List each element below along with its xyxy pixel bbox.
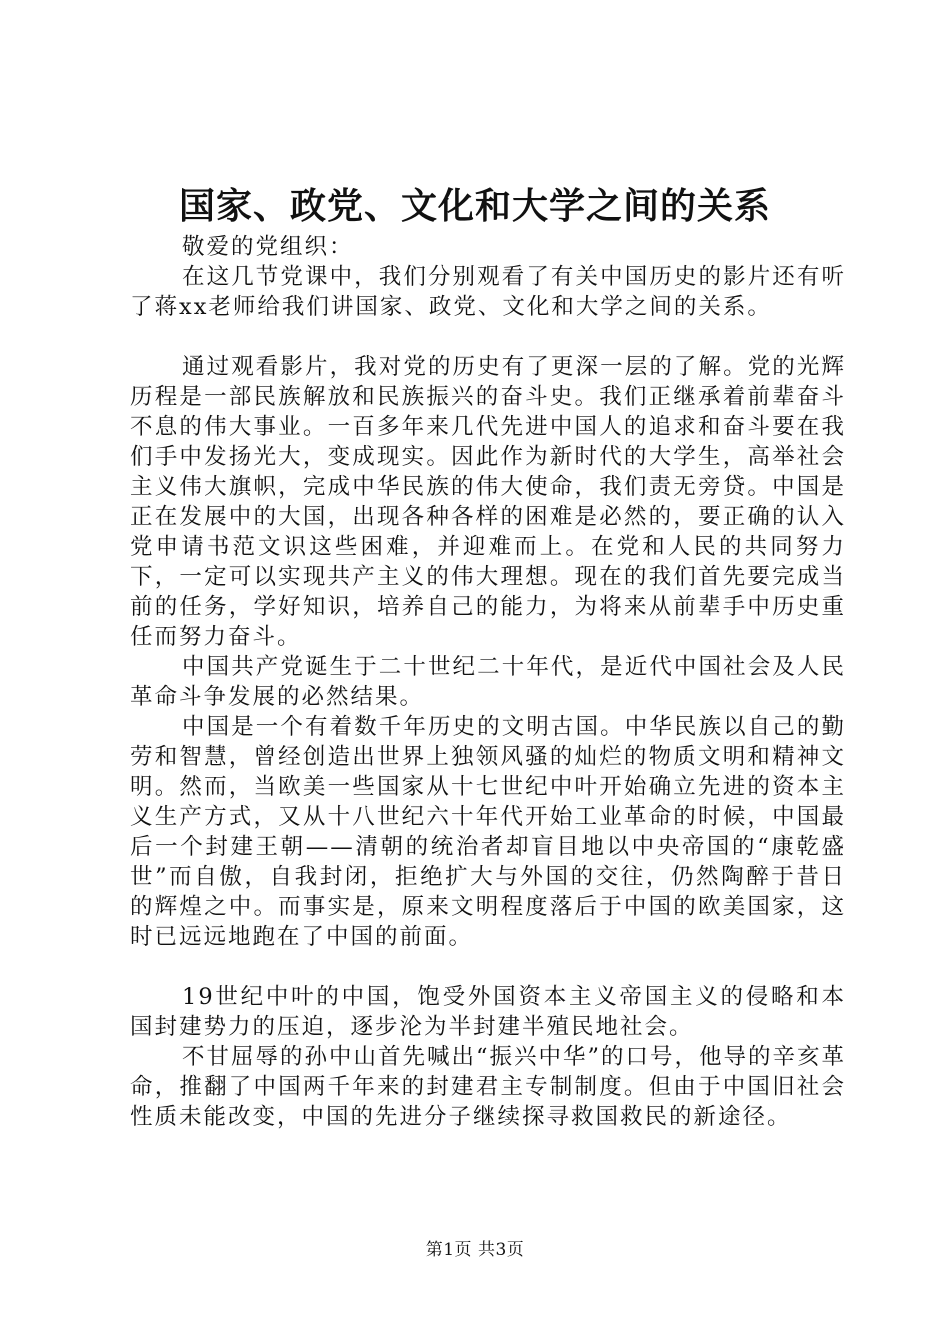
paragraph-2: 通过观看影片，我对党的历史有了更深一层的了解。党的光辉历程是一部民族解放和民族振兴的奋斗史。我们正继承着前辈奋斗不息的伟大事业。一百多年来几代先进中国人的追求和奋斗要在我们手中发扬光大，变成现实。因此作为新时代的大学生，高举社会主义伟大旗帜，完成中华民族的伟大使命，我们责无旁贷。中国是正在发展中的大国，出现各种各样的困难是必然的，要正确的认入党申请书范文识这些困难，并迎难而上。在党和人民的共同努力下，一定可以实现共产主义的伟大理想。现在的我们首先要完成当前的任务，学好知识，培养自己的能力，为将来从前辈手中历史重任而努力奋斗。 bbox=[130, 354, 846, 650]
paragraph-3: 中国共产党诞生于二十世纪二十年代，是近代中国社会及人民革命斗争发展的必然结果。 bbox=[130, 654, 846, 710]
paragraph-1: 在这几节党课中，我们分别观看了有关中国历史的影片还有听了蒋xx老师给我们讲国家、政党、文化和大学之间的关系。 bbox=[130, 264, 846, 320]
paragraph-gap bbox=[130, 952, 846, 982]
greeting: 敬爱的党组织： bbox=[182, 234, 354, 260]
document-body bbox=[130, 232, 846, 1132]
page-footer: 第1页 共3页 bbox=[425, 1240, 525, 1260]
paragraph-gap bbox=[130, 322, 846, 352]
paragraph-5: 19世纪中叶的中国，饱受外国资本主义帝国主义的侵略和本国封建势力的压迫，逐步沦为半封建半殖民地社会。 bbox=[130, 984, 846, 1040]
paragraph-6: 不甘屈辱的孙中山首先喊出“振兴中华”的口号，他导的辛亥革命，推翻了中国两千年来的封建君主专制制度。但由于中国旧社会性质未能改变，中国的先进分子继续探寻救国救民的新途径。 bbox=[130, 1044, 847, 1130]
paragraph-4: 中国是一个有着数千年历史的文明古国。中华民族以自己的勤劳和智慧，曾经创造出世界上独领风骚的灿烂的物质文明和精神文明。然而，当欧美一些国家从十七世纪中叶开始确立先进的资本主义生产方式，又从十八世纪六十年代开始工业革命的时候，中国最后一个封建王朝——清朝的统治者却盲目地以中央帝国的“康乾盛世”而自傲，自我封闭，拒绝扩大与外国的交往，仍然陶醉于昔日的辉煌之中。而事实是，原来文明程度落后于中国的欧美国家，这时已远远地跑在了中国的前面。 bbox=[130, 714, 846, 950]
page-title: 国家、政党、文化和大学之间的关系 bbox=[178, 185, 771, 227]
